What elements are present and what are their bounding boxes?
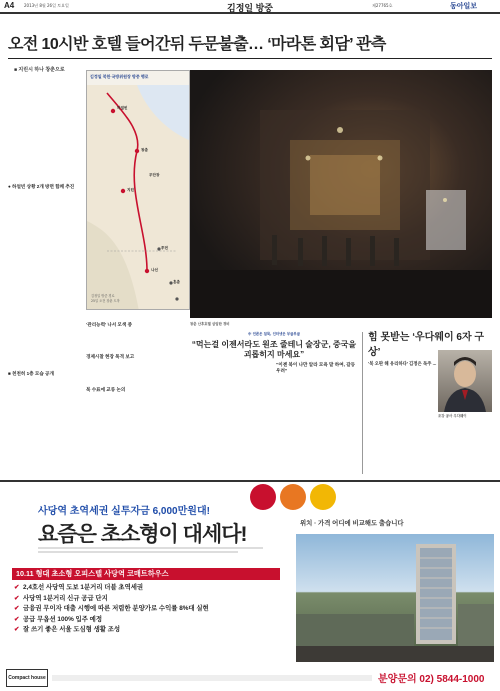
photo-caption: 창춘 난후호텔 삼엄한 경비 xyxy=(190,322,230,326)
page-number: A4 xyxy=(4,1,15,10)
check-icon: ✔ xyxy=(14,626,20,634)
ad-slogan: 위치 · 가격 어디에 비교해도 출습니다 xyxy=(300,520,404,527)
check-icon: ✔ xyxy=(14,594,20,602)
badge-icon xyxy=(250,484,276,510)
issue-date: 2013년 8월 26일 토요일 xyxy=(24,3,69,8)
column-divider xyxy=(362,332,363,474)
ad-sponsor-strip xyxy=(52,675,372,681)
ad-feature: ✔ 공급 무옵션 100% 입주 예정 xyxy=(14,615,284,626)
quote-column-b xyxy=(276,362,358,474)
ad-building-render xyxy=(296,534,494,662)
ad-feature: ✔ 금융권 무이자 대출 시행에 따른 저렴한 분양가로 수익률 8%대 실현 xyxy=(14,604,284,615)
quote-subhead: “이젠 북이 나만 알라 모욕 말 하여, 갈등 우려” xyxy=(276,362,356,373)
portrait-caption: 조강 공사 우다웨이 xyxy=(438,414,467,418)
quote-article xyxy=(190,332,358,475)
developer-logo: Compact house xyxy=(6,669,48,687)
subhead: 북 수표에 교류 논의 xyxy=(86,386,126,392)
badge-icon xyxy=(280,484,306,510)
side-story-text xyxy=(368,350,434,474)
ad-headline: 요즘은 초소형이 대세다! xyxy=(38,523,247,546)
check-icon: ✔ xyxy=(14,605,20,613)
map-label-tumen: 투먼 xyxy=(161,246,168,250)
portrait-illustration xyxy=(438,350,492,412)
subhead: ● 하얼빈 상황 2개 방면 함께 추진 xyxy=(8,183,75,189)
ad-feature: ✔ 잘 쓰기 좋은 서울 도심형 생활 조성 xyxy=(14,625,284,636)
route-map xyxy=(86,70,190,310)
map-label-mudanjiang: 무단장 xyxy=(149,173,160,177)
map-label-jilin: 지린 xyxy=(127,188,134,192)
ad-feature-list xyxy=(14,583,284,636)
subhead: ‘관리능력’ 나서 모색 중 xyxy=(86,322,133,327)
ad-feature: ✔ 2,4호선 사당역 도보 1분거리 더블 초역세권 xyxy=(14,583,284,594)
headline-rule xyxy=(8,58,492,59)
map-graphic xyxy=(87,71,190,310)
side-story-text-2 xyxy=(438,422,492,474)
ad-feature: ✔ 사당역 1분거리 신규 공급 단지 xyxy=(14,594,284,605)
side-story-sub: ‘북 오판 해 유리하다’ 김정은 독주 ... xyxy=(368,361,437,366)
issue-number: 제27765호 xyxy=(372,3,393,8)
quote-kicker: 中 언론은 침묵, 인터넷은 부글부글 xyxy=(248,332,300,336)
ad-badges xyxy=(250,484,380,514)
building-illustration xyxy=(296,534,494,662)
map-legend: 김정일 방중 경로 25일 오전 창춘 도착 xyxy=(91,294,120,303)
article-column-2 xyxy=(86,322,186,474)
main-headline: 오전 10시반 호텔 들어간뒤 두문불출… ‘마라톤 회담’ 관측 xyxy=(8,36,386,53)
side-story-title: 힘 못받는 ‘우다웨이 6자 구상’ xyxy=(368,332,485,358)
article-column-1 xyxy=(8,76,82,318)
article-column-1b xyxy=(8,322,82,474)
ad-desc xyxy=(38,545,288,553)
photo-illustration xyxy=(190,70,492,318)
check-icon: ✔ xyxy=(14,615,20,623)
subhead: 경제시찰 현장 목격 보고 xyxy=(86,354,135,360)
map-label-changchun: 창춘 xyxy=(141,148,148,152)
check-icon: ✔ xyxy=(14,584,20,591)
map-label-rason: 나선 xyxy=(151,268,158,272)
badge-icon xyxy=(310,484,336,510)
ad-phone: 분양문의 02) 5844-1000 xyxy=(378,674,485,685)
quote-column-a xyxy=(190,362,272,474)
side-story xyxy=(368,328,494,476)
ad-red-bar: 10.11 형대 초소형 오피스텔 사당역 코매트하우스 xyxy=(12,568,280,580)
map-label-hunchun: 훈춘 xyxy=(173,280,180,284)
map-label-harbin: 하얼빈 xyxy=(117,106,128,110)
article-kicker: ■ 지린시 하나 창춘으로 xyxy=(14,67,65,73)
ad-tagline: 사당역 초역세권 실투자금 6,000만원대! xyxy=(38,506,210,517)
real-estate-ad xyxy=(0,480,500,691)
portrait-photo xyxy=(438,350,492,412)
hotel-night-photo xyxy=(190,70,492,318)
section-title: 김정일 방중 xyxy=(227,3,273,13)
subhead: ■ 천천히 1층 모습 공개 xyxy=(8,370,54,376)
quote-title: “먹는걸 이젠서라도 원조 줄테니 술장군, 중국을 괴롭히지 마세요” xyxy=(191,339,357,359)
newspaper-logo: 동아일보 xyxy=(450,1,478,10)
map-title: 김정일 북한 국방위원장 방중 행로 xyxy=(90,74,149,79)
